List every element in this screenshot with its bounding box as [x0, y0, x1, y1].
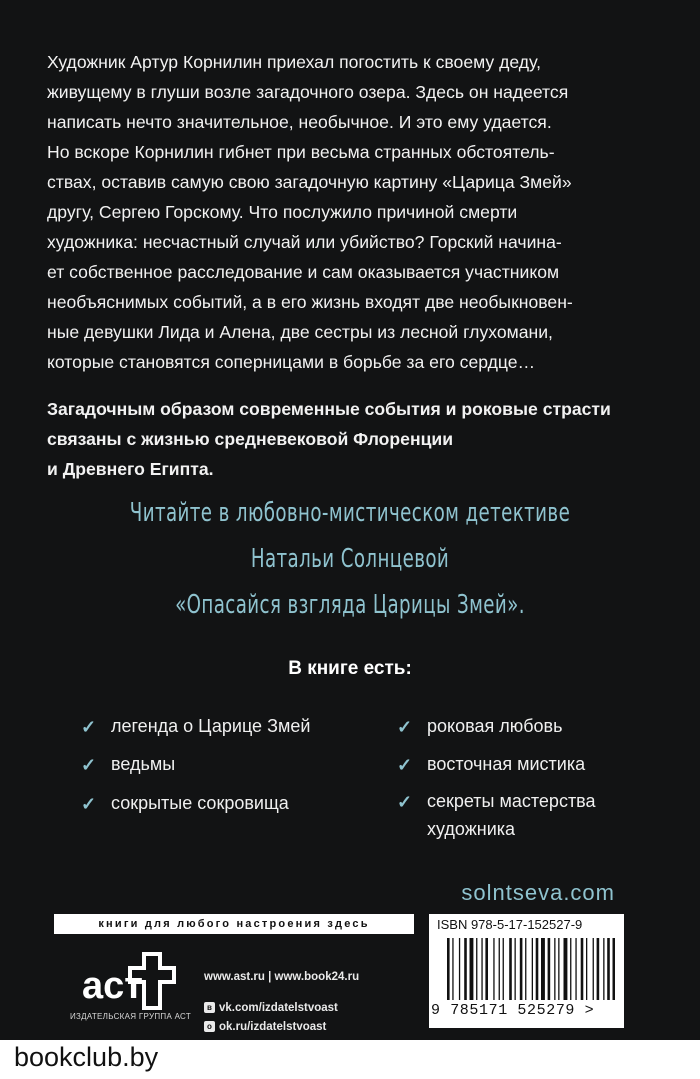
- ok-icon: о: [204, 1021, 215, 1032]
- footer-bar: [0, 1040, 700, 1079]
- description-line: Но вскоре Корнилин гибнет при весьма странных обстоятель-: [47, 142, 555, 162]
- publisher-websites[interactable]: www.ast.ru | www.book24.ru: [204, 970, 360, 983]
- barcode-bar: [586, 938, 587, 1000]
- checkmark-icon: ✓: [397, 717, 413, 737]
- vk-link-text: vk.com/izdatelstvoast: [219, 1001, 338, 1014]
- highlight-line: и Древнего Египта.: [47, 459, 214, 479]
- barcode-bar: [476, 938, 477, 1000]
- barcode-bar: [520, 938, 523, 1000]
- checkmark-icon: ✓: [397, 792, 413, 812]
- barcode-bar: [481, 938, 482, 1000]
- barcode-digits: 9 785171 525279 >: [431, 1002, 595, 1019]
- ok-link[interactable]: [204, 1017, 359, 1036]
- barcode-bar: [509, 938, 512, 1000]
- description-line: ет собственное расследование и сам оказывается участником: [47, 262, 560, 282]
- highlight-line: Загадочным образом современные события и роковые страсти: [47, 399, 611, 419]
- ast-logo: [74, 946, 184, 1016]
- description-line: художника: несчастный случай или убийство? Горский начина-: [47, 232, 562, 252]
- barcode-box: [429, 914, 624, 1028]
- description-line: которые становятся соперницами в борьбе за его сердце…: [47, 352, 536, 372]
- barcode-bar: [499, 938, 500, 1000]
- barcode-bar: [581, 938, 584, 1000]
- highlight-line: связаны с жизнью средневековой Флоренции: [47, 429, 454, 449]
- barcode-bar: [493, 938, 494, 1000]
- publisher-links: [204, 967, 359, 1036]
- barcode-bar: [548, 938, 551, 1000]
- barcode: [447, 938, 615, 1000]
- description-line: Художник Артур Корнилин приехал погостить к своему деду,: [47, 52, 541, 72]
- feature-label: роковая любовь: [427, 716, 563, 736]
- description-paragraph: [47, 47, 659, 377]
- feature-label-continued: художника: [427, 819, 516, 839]
- vk-link[interactable]: [204, 998, 359, 1017]
- checkmark-icon: ✓: [81, 717, 97, 737]
- barcode-bar: [470, 938, 474, 1000]
- barcode-bar: [452, 938, 453, 1000]
- barcode-bar: [541, 938, 545, 1000]
- barcode-bar: [525, 938, 526, 1000]
- barcode-bar: [459, 938, 460, 1000]
- description-line: ные девушки Лида и Алена, две сестры из лесной глухомани,: [47, 322, 553, 342]
- barcode-bar: [597, 938, 600, 1000]
- isbn-label: ISBN 978-5-17-152527-9: [437, 917, 583, 932]
- tagline-bar: книги для любого настроения здесь: [54, 914, 414, 934]
- feature-label: секреты мастерства: [427, 791, 596, 811]
- feature-label: ведьмы: [111, 754, 176, 774]
- author-website[interactable]: solntseva.com: [461, 880, 615, 905]
- checkmark-icon: ✓: [81, 755, 97, 775]
- barcode-bar: [554, 938, 555, 1000]
- vk-icon: в: [204, 1002, 215, 1013]
- barcode-bar: [593, 938, 594, 1000]
- checkmark-icon: ✓: [81, 794, 97, 814]
- description-line: другу, Сергею Горскому. Что послужило причиной смерти: [47, 202, 518, 222]
- barcode-bar: [464, 938, 467, 1000]
- description-line: необъяснимых событий, а в его жизнь входят две необыкновен-: [47, 292, 573, 312]
- barcode-bar: [515, 938, 516, 1000]
- checkmark-icon: ✓: [397, 755, 413, 775]
- feature-label: восточная мистика: [427, 754, 586, 774]
- features-heading: В книге есть:: [288, 658, 412, 679]
- description-line: написать нечто значительное, необычное. И это ему удается.: [47, 112, 552, 132]
- description-line: ствах, оставив самую свою загадочную картину «Царица Змей»: [47, 172, 572, 192]
- barcode-bar: [532, 938, 533, 1000]
- promo-title: «Опасайся взгляда Царицы Змей».: [175, 590, 525, 620]
- barcode-bar: [558, 938, 559, 1000]
- logo-text: аст: [82, 965, 143, 1007]
- promo-author: Натальи Солнцевой: [250, 544, 450, 574]
- feature-label: сокрытые сокровища: [111, 793, 289, 813]
- barcode-bar: [503, 938, 504, 1000]
- barcode-bar: [613, 938, 616, 1000]
- barcode-bar: [575, 938, 576, 1000]
- highlight-paragraph: [47, 394, 659, 484]
- barcode-bar: [447, 938, 450, 1000]
- description-line: живущему в глуши возле загадочного озера. Здесь он надеется: [47, 82, 569, 102]
- footer-brand[interactable]: bookclub.by: [14, 1042, 159, 1072]
- barcode-bar: [485, 938, 488, 1000]
- feature-label: легенда о Царице Змей: [111, 716, 311, 736]
- barcode-bar: [603, 938, 604, 1000]
- barcode-bar: [570, 938, 571, 1000]
- barcode-bar: [564, 938, 568, 1000]
- ok-link-text: ok.ru/izdatelstvoast: [219, 1020, 327, 1033]
- logo-caption: ИЗДАТЕЛЬСКАЯ ГРУППА АСТ: [69, 1012, 192, 1021]
- barcode-bar: [607, 938, 610, 1000]
- promo-line: Читайте в любовно-мистическом детективе: [129, 498, 571, 528]
- barcode-bar: [536, 938, 539, 1000]
